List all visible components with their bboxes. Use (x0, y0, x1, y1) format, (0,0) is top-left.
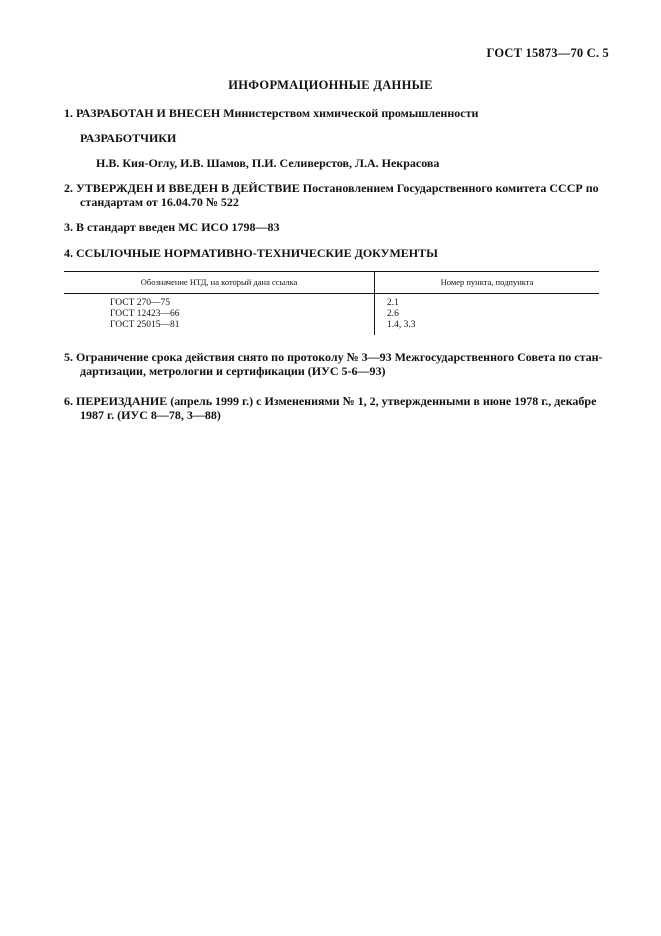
table-header-ntd: Обозначение НТД, на который дана ссылка (64, 272, 375, 294)
developers-label (80, 131, 626, 145)
table-cell-clause: 2.1 (387, 298, 399, 308)
table-cell-ntd: ГОСТ 12423—66 (64, 309, 375, 320)
item-3 (64, 220, 610, 234)
item-1 (64, 106, 610, 120)
item-6-lead: 6. ПЕРЕИЗДАНИЕ (64, 394, 168, 408)
item-4-lead: 4. ССЫЛОЧНЫЕ НОРМАТИВНО-ТЕХНИЧЕСКИЕ ДОКУМЕНТЫ (64, 246, 438, 260)
table-cell-ntd: ГОСТ 270—75 (64, 294, 375, 310)
table-cell-clause: 2.6 (387, 309, 399, 319)
item-2-line2: стандартам от 16.04.70 № 522 (80, 195, 239, 209)
item-1-text: Министерством химической промышленности (223, 106, 479, 120)
item-5-line2: дартизации, метрологии и сертификации (ИУС 5-6—93) (80, 364, 386, 378)
table-row (64, 294, 599, 310)
item-6-line1: (апрель 1999 г.) с Изменениями № 1, 2, утвержденными в июне 1978 г., декабре (170, 394, 597, 408)
page-title: ИНФОРМАЦИОННЫЕ ДАННЫЕ (228, 78, 433, 92)
item-6 (64, 394, 610, 422)
item-1-lead: 1. РАЗРАБОТАН И ВНЕСЕН (64, 106, 221, 120)
item-2-lead: 2. УТВЕРЖДЕН И ВВЕДЕН В ДЕЙСТВИЕ (64, 181, 300, 195)
table-cell-ntd: ГОСТ 25015—81 (64, 320, 375, 335)
table-cell-clause: 1.4, 3.3 (387, 320, 416, 330)
item-5-line1: 5. Ограничение срока действия снято по протоколу № 3—93 Межгосударственного Совета по стан- (64, 350, 603, 364)
developers-names (96, 156, 642, 170)
item-2-line1: Постановлением Государственного комитета СССР по (302, 181, 599, 195)
table-row (64, 320, 599, 335)
table-header-row (64, 272, 599, 294)
item-3-lead: 3. В стандарт введен МС ИСО 1798—83 (64, 220, 280, 234)
developers-names-text: Н.В. Кия-Оглу, И.В. Шамов, П.И. Селиверстов, Л.А. Некрасова (96, 156, 440, 170)
page-header: ГОСТ 15873—70 С. 5 (486, 46, 609, 60)
item-5 (64, 350, 610, 378)
references-table (64, 271, 599, 335)
developers-label-text: РАЗРАБОТЧИКИ (80, 131, 177, 145)
table-row (64, 309, 599, 320)
table-header-clause: Номер пункта, подпункта (375, 272, 600, 294)
item-4 (64, 246, 610, 260)
item-6-line2: 1987 г. (ИУС 8—78, 3—88) (80, 408, 221, 422)
item-2 (64, 181, 610, 209)
